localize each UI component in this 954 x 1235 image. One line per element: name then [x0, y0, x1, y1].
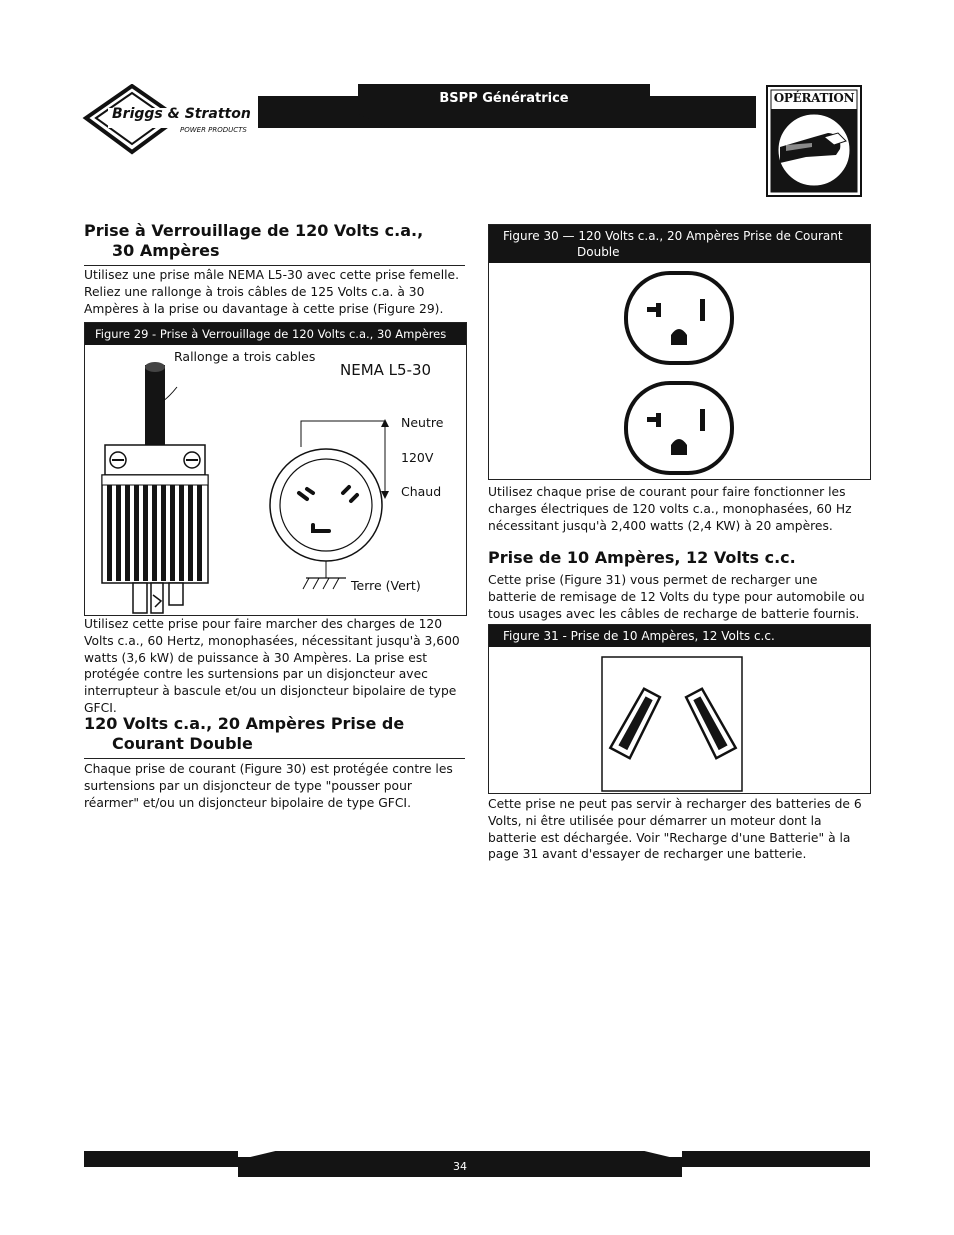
- figure-30: [488, 224, 871, 480]
- outlet-top: [626, 273, 732, 363]
- outlet-bottom: [626, 383, 732, 473]
- section-title-12v-outlet: Prise de 10 Ampères, 12 Volts c.c.: [488, 548, 796, 567]
- label-120v: 120V: [401, 450, 434, 465]
- figure-31: [488, 624, 871, 794]
- locking-plug-diagram: [85, 345, 466, 615]
- paragraph-duplex-outlet-protection: Chaque prise de courant (Figure 30) est protégée contre les surtensions par un disjoncteur de type "pousser pour réarmer" et/ou un disjoncteur bipolaire de type GFCI.: [84, 762, 453, 810]
- section-title-duplex-outlet: 120 Volts c.a., 20 Ampères Prise de Courant Double: [84, 714, 465, 759]
- brand-subtitle: POWER PRODUCTS: [180, 126, 247, 134]
- figure-29-caption: Figure 29 - Prise à Verrouillage de 120 Volts c.a., 30 Ampères: [85, 323, 466, 345]
- duplex-outlet-diagram: [489, 265, 870, 479]
- paragraph-locking-outlet-usage: Utilisez cette prise pour faire marcher des charges de 120 Volts c.a., 60 Hertz, monophasées, nécessitant jusqu'à 3,600 watts (3,6 kW) de puissance à 30 Ampères. La prise est protégée contre les surtensions par un disjoncteur avec interrupteur à bascule et/ou un disjoncteur bipolaire de type GFCI.: [84, 617, 460, 715]
- dc-outlet-diagram: [489, 647, 870, 793]
- paragraph-12v-outlet-warning: Cette prise ne peut pas servir à recharger des batteries de 6 Volts, ni être utilisée pour démarrer un moteur dont la batterie est déchargée. Voir "Recharge d'une Batterie" à la page 31 avant d'essayer de recharger une batterie.: [488, 797, 862, 862]
- page-number: 34: [238, 1157, 682, 1177]
- label-extension-cable: Rallonge a trois cables: [174, 349, 316, 364]
- figure-31-caption: Figure 31 - Prise de 10 Ampères, 12 Volts c.c.: [489, 625, 870, 647]
- operation-section-badge: [766, 85, 862, 197]
- paragraph-12v-outlet-intro: Cette prise (Figure 31) vous permet de recharger une batterie de remisage de 12 Volts du type pour automobile ou tous usages avec les câbles de recharge de batterie fournis.: [488, 573, 865, 621]
- label-ground-green: Terre (Vert): [351, 578, 421, 593]
- label-hot: Chaud: [401, 484, 442, 499]
- paragraph-duplex-outlet-usage: Utilisez chaque prise de courant pour faire fonctionner les charges électriques de 120 volts c.a., monophasées, 60 Hz nécessitant jusqu'à 2,400 watts (2,4 KW) à 20 ampères.: [488, 485, 852, 533]
- paragraph-locking-outlet-intro: Utilisez une prise mâle NEMA L5-30 avec cette prise femelle. Reliez une rallonge à trois câbles de 125 Volts c.a. à 30 Ampères à la prise ou davantage à cette prise (Figure 29).: [84, 268, 459, 316]
- brand-name: Briggs & Stratton: [112, 106, 251, 122]
- figure-29: [84, 322, 467, 616]
- briggs-stratton-logo: [82, 84, 260, 156]
- document-title: BSPP Génératrice: [358, 84, 650, 114]
- figure-30-caption: Figure 30 — 120 Volts c.a., 20 Ampères Prise de Courant Double: [489, 225, 870, 263]
- label-nema-l5-30: NEMA L5-30: [340, 361, 432, 379]
- label-neutral: Neutre: [401, 415, 444, 430]
- section-badge-label: OPÉRATION: [773, 91, 855, 105]
- section-title-locking-outlet: Prise à Verrouillage de 120 Volts c.a., 30 Ampères: [84, 221, 465, 266]
- header-bar-notch: [330, 114, 670, 132]
